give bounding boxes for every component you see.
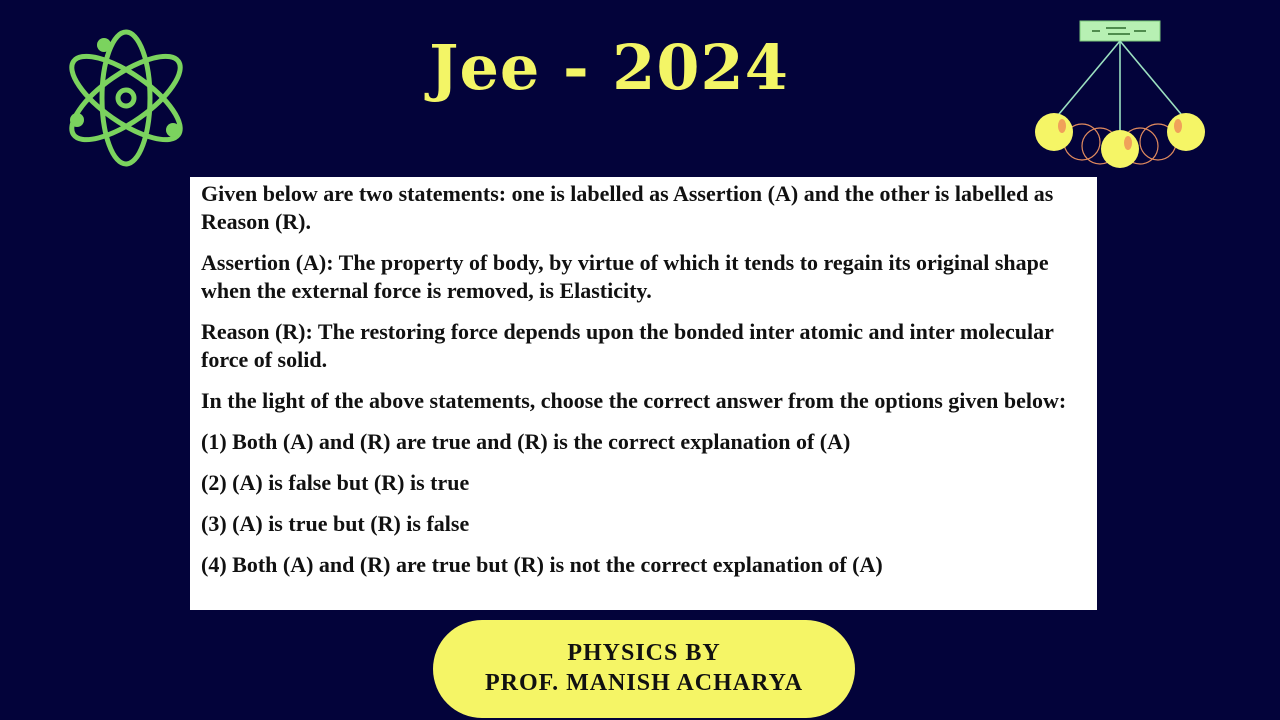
- question-box: [190, 177, 1097, 610]
- author-badge: [433, 620, 855, 718]
- option-4: (4) Both (A) and (R) are true but (R) is not the correct explanation of (A): [201, 552, 883, 577]
- author-badge-line2: PROF. MANISH ACHARYA: [484, 670, 804, 696]
- assertion-statement: Assertion (A): The property of body, by virtue of which it tends to regain its original shape when the external force is removed, is Elasticity.: [201, 250, 1049, 303]
- question-intro: Given below are two statements: one is labelled as Assertion (A) and the other is labelled as Reason (R).: [201, 181, 1054, 234]
- page-title: Jee - 2024: [429, 31, 789, 104]
- author-badge-line1: PHYSICS BY: [567, 640, 721, 666]
- option-1: (1) Both (A) and (R) are true and (R) is the correct explanation of (A): [201, 429, 851, 454]
- option-3: (3) (A) is true but (R) is false: [201, 511, 470, 536]
- option-2: (2) (A) is false but (R) is true: [201, 470, 470, 495]
- reason-statement: Reason (R): The restoring force depends upon the bonded inter atomic and inter molecular force of solid.: [201, 319, 1054, 372]
- newtons-cradle-icon: [1030, 18, 1212, 174]
- question-instruction: In the light of the above statements, choose the correct answer from the options given below:: [201, 388, 1067, 413]
